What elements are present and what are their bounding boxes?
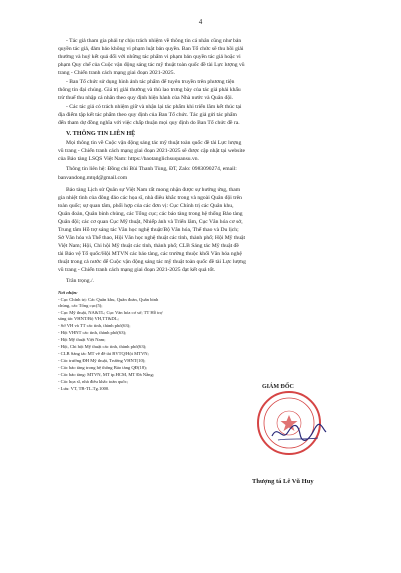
- paragraph-line: - Các tác giả có trách nhiệm giữ và nhận lại tác phẩm khi triển lãm kết thúc tại: [66, 104, 242, 110]
- recipient-item: - Cục Mỹ thuật, NA&TL; Cục Văn hóa cơ sở; TT Hỗ trợ: [58, 310, 163, 315]
- recipient-item: - Các báo tàng trong hệ thống Bảo tàng QĐ(18);: [58, 365, 147, 370]
- regards-text: Trân trọng./.: [66, 278, 94, 284]
- paragraph-line: thưởng và huỷ kết quả đối với những tác phẩm vi phạm bản quyền tác giả hoặc vi: [58, 54, 241, 60]
- contact-line: của Bảo tàng LSQS Việt Nam: https://baotanglichsuquansu.vn.: [58, 156, 199, 162]
- recipient-item: - CLB Sáng tác MT về đề tài BVTQ/Hội MTVN;: [58, 351, 149, 356]
- recipient-item: - Hội Mỹ thuật Việt Nam;: [58, 337, 106, 342]
- recipient-item: - Các họa sĩ, nhà điêu khắc toàn quốc;: [58, 379, 129, 384]
- page-number: 4: [198, 18, 203, 26]
- closing-line: thuật trong cả nước để Cuộc vận động sáng tác mỹ thuật toàn quốc đề tài Lực lượng: [58, 259, 246, 265]
- contact-line: vũ trang - Chiến tranh cách mạng giai đoạn 2021-2025 sẽ được cập nhật tại website: [58, 148, 245, 154]
- recipient-item: chủng, các Tổng cục(5);: [58, 303, 103, 308]
- recipient-item: - Các báo tàng: MTVN, MT tp.HCM, MT Đà Nẵng;: [58, 372, 155, 377]
- closing-line: vũ trang - Chiến tranh cách mạng giai đoạn 2021-2025 đạt kết quả tốt.: [58, 267, 216, 273]
- contact-line: Thông tin liên hệ: Đồng chí Bùi Thanh Tùng, ĐT, Zalo: 0983090274, email:: [66, 166, 237, 172]
- closing-line: Việt Nam; Hội, Chi hội Mỹ thuật các tỉnh, thành phố; CLB Sáng tác Mỹ thuật đề: [58, 243, 239, 249]
- recipients-title: Nơi nhận:: [58, 290, 78, 295]
- section-heading: V. THÔNG TIN LIÊN HỆ: [66, 130, 136, 137]
- closing-line: tài Bảo vệ Tổ quốc/Hội MTVN các báo tàng, các trường thuộc khối Văn hóa nghệ: [58, 251, 242, 257]
- paragraph-line: - Tác giả tham gia phải tự chịu trách nhiệm về thông tin cá nhân cũng như bản: [66, 38, 242, 44]
- paragraph-line: trang - Chiến tranh cách mạng giai đoạn 2021-2025.: [58, 70, 175, 76]
- recipient-item: sáng tác VHNT/Bộ VH,TT&DL;: [58, 316, 119, 321]
- paragraph-line: trừ thuế thu nhập cá nhân theo quy định hiện hành của Nhà nước và Quân đội.: [58, 95, 234, 101]
- closing-line: Sở Văn hóa và Thể thao, Hội Văn học nghệ thuật các tỉnh, thành phố; Hội Mỹ thuật: [58, 235, 246, 241]
- closing-line: Quân đoàn, Quân binh chủng, các Tổng cục; các báo tàng trong hệ thống Bảo tàng: [58, 211, 243, 217]
- paragraph-line: - Ban Tổ chức sử dụng hình ảnh tác phẩm để tuyên truyền trên phương tiện: [66, 79, 235, 85]
- contact-line: Mọi thông tin về Cuộc vận động sáng tác mỹ thuật toàn quốc đề tài Lực lượng: [66, 140, 242, 146]
- paragraph-line: quyền tác giả, đảm bảo không vi phạm luật bản quyền. Ban Tổ chức sẽ thu hồi giải: [58, 46, 244, 52]
- signature-title: GIÁM ĐỐC: [262, 384, 294, 390]
- recipient-item: - Lưu: VT, TB-TL.Tg.1000.: [58, 386, 110, 391]
- recipient-item: - Sở VH và TT các tỉnh, thành phố(63);: [58, 323, 131, 328]
- closing-line: gia nhiệt tình của đông đảo các họa sĩ, nhà điêu khắc trong và ngoài Quân đội trên: [58, 195, 242, 201]
- closing-line: Trung tâm Hỗ trợ sáng tác Văn học nghệ thuật/Bộ Văn hóa, Thể thao và Du lịch;: [58, 227, 239, 233]
- handwritten-signature-icon: [268, 418, 328, 448]
- closing-line: Quân đội; các cơ quan Cục Mỹ thuật, Nhiếp ảnh và Triển lãm, Cục Văn hóa cơ sở,: [58, 219, 243, 225]
- recipient-item: - Hội VHNT các tỉnh, thành phố(63);: [58, 330, 127, 335]
- closing-line: toàn quốc; sự quan tâm, phối hợp của các đơn vị: Cục Chính trị các Quân khu,: [58, 203, 234, 209]
- paragraph-line: thông tin đại chúng. Giá trị giải thưởng và thù lao trưng bày của tác giả phải khấu: [58, 87, 241, 93]
- recipient-item: - Cục Chính trị: Các Quân khu, Quân đoàn, Quân binh: [58, 297, 159, 302]
- paragraph-line: địa điểm tập kết tác phẩm theo quy định của Ban Tổ chức. Tác giả gửi tác phẩm: [58, 112, 237, 118]
- recipient-item: - Các trường ĐH Mỹ thuật, Trường VHNT(10);: [58, 358, 146, 363]
- recipient-item: - Hội, Chi hội Mỹ thuật các tỉnh, thành phố(63);: [58, 344, 147, 349]
- closing-line: Bảo tàng Lịch sử Quân sự Việt Nam rất mong nhận được sự hưởng ứng, tham: [66, 187, 241, 193]
- paragraph-line: đến tham dự đồng nghĩa với việc chấp thuận mọi quy định do Ban Tổ chức đề ra.: [58, 120, 240, 126]
- paragraph-line: phạm Quy chế của Cuộc vận động sáng tác mỹ thuật toàn quốc đề tài Lực lượng vũ: [58, 62, 245, 68]
- signer-name: Thượng tá Lê Vũ Huy: [252, 478, 314, 485]
- contact-email: banvandong.mtqd@gmail.com: [58, 175, 128, 181]
